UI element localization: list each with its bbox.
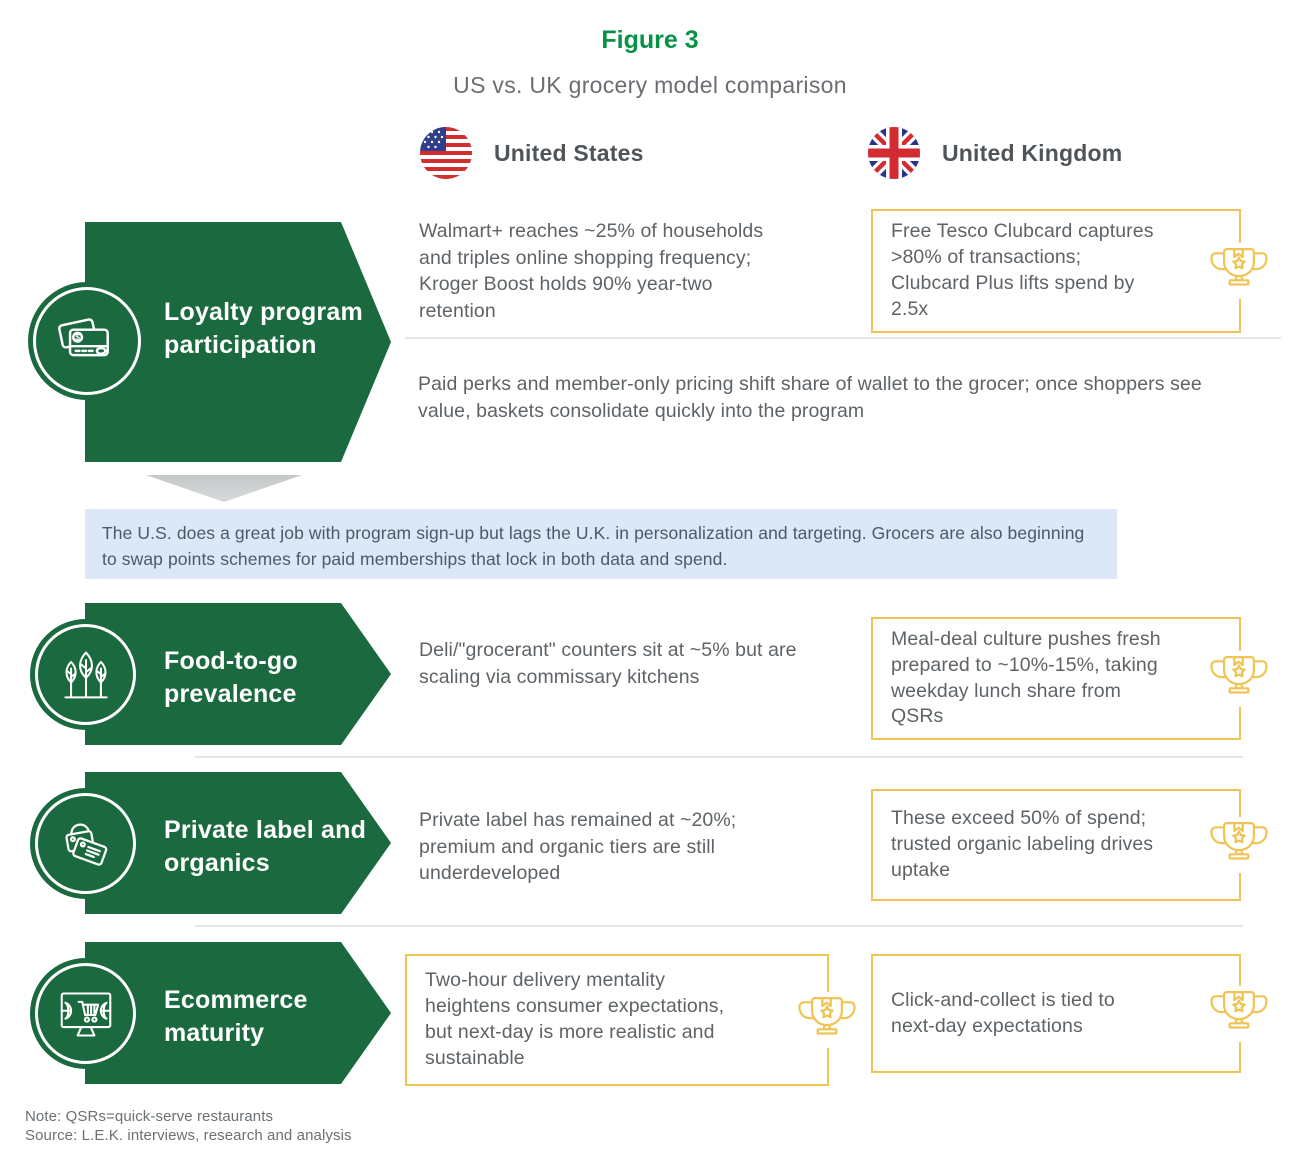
column-header-us [420,127,644,179]
us-cell-ecommerce: Two-hour delivery mentality heightens consumer expectations, but next-day is more realistic and sustainable [425,969,725,1069]
source-text: Source: L.E.K. interviews, research and analysis [25,1127,352,1144]
price-tags-icon [56,816,116,872]
trophy-icon [1208,651,1270,707]
uk-column-label: United Kingdom [942,139,1123,166]
us-column-label: United States [494,139,644,166]
uk-cell-food-to-go: Meal-deal culture pushes fresh prepared to ~10%-15%, taking weekday lunch share from QSRs [891,627,1161,728]
category-label-private-label: Private label and organics [164,816,367,877]
figure-label: Figure 3 [601,26,699,54]
us-cell-food-to-go: Deli/"grocerant" counters sit at ~5% but are scaling via commissary kitchens [419,639,797,688]
trophy-icon [1208,817,1270,873]
uk-winner-box-private-label [871,789,1241,901]
category-label-loyalty: Loyalty program participation [164,298,363,359]
us-winner-box-ecommerce [405,954,829,1086]
insight-callout: The U.S. does a great job with program sign-up but lags the U.K. in personalization and targeting. Grocers are also beginning to swap points schemes for paid memberships that lock in both data and spend. [85,509,1117,579]
figure-title: US vs. UK grocery model comparison [453,72,847,98]
shared-insight-loyalty: Paid perks and member-only pricing shift share of wallet to the grocer; once shoppers see value, baskets consolidate quickly into the program [418,373,1202,422]
category-icon-circle [30,958,141,1069]
credit-cards-icon [55,314,119,368]
row-divider [195,925,1243,927]
trophy-icon [1208,243,1270,299]
trees-icon [56,647,116,703]
svg-text:$: $ [75,332,80,343]
uk-cell-loyalty: Free Tesco Clubcard captures >80% of transactions; Clubcard Plus lifts spend by 2.5x [891,220,1154,320]
category-icon-circle [30,619,141,730]
monitor-cart-icon [56,986,116,1042]
category-icon-circle [30,788,141,899]
row-divider [405,337,1281,339]
uk-cell-private-label: These exceed 50% of spend; trusted organic labeling drives uptake [891,807,1154,881]
note-text: Note: QSRs=quick-serve restaurants [25,1108,274,1125]
uk-winner-box-loyalty [871,209,1241,333]
uk-flag-icon [868,127,920,179]
category-label-ecommerce: Ecommerce maturity [164,986,308,1047]
uk-cell-ecommerce: Click-and-collect is tied to next-day expectations [891,988,1115,1037]
us-flag-icon [420,127,472,179]
row-divider [195,756,1243,758]
uk-winner-box-food-to-go [871,617,1241,740]
uk-winner-box-ecommerce [871,954,1241,1073]
us-cell-loyalty: Walmart+ reaches ~25% of households and triples online shopping frequency; Kroger Boost holds 90% year-two retention [419,220,764,323]
category-label-food-to-go: Food-to-go prevalence [164,647,298,708]
down-arrow-indicator [146,475,302,502]
us-cell-private-label: Private label has remained at ~20%; premium and organic tiers are still underdeveloped [419,809,737,885]
trophy-icon [1208,986,1270,1042]
category-icon-circle [28,282,146,400]
column-header-uk [868,127,1122,179]
trophy-icon [796,992,858,1048]
